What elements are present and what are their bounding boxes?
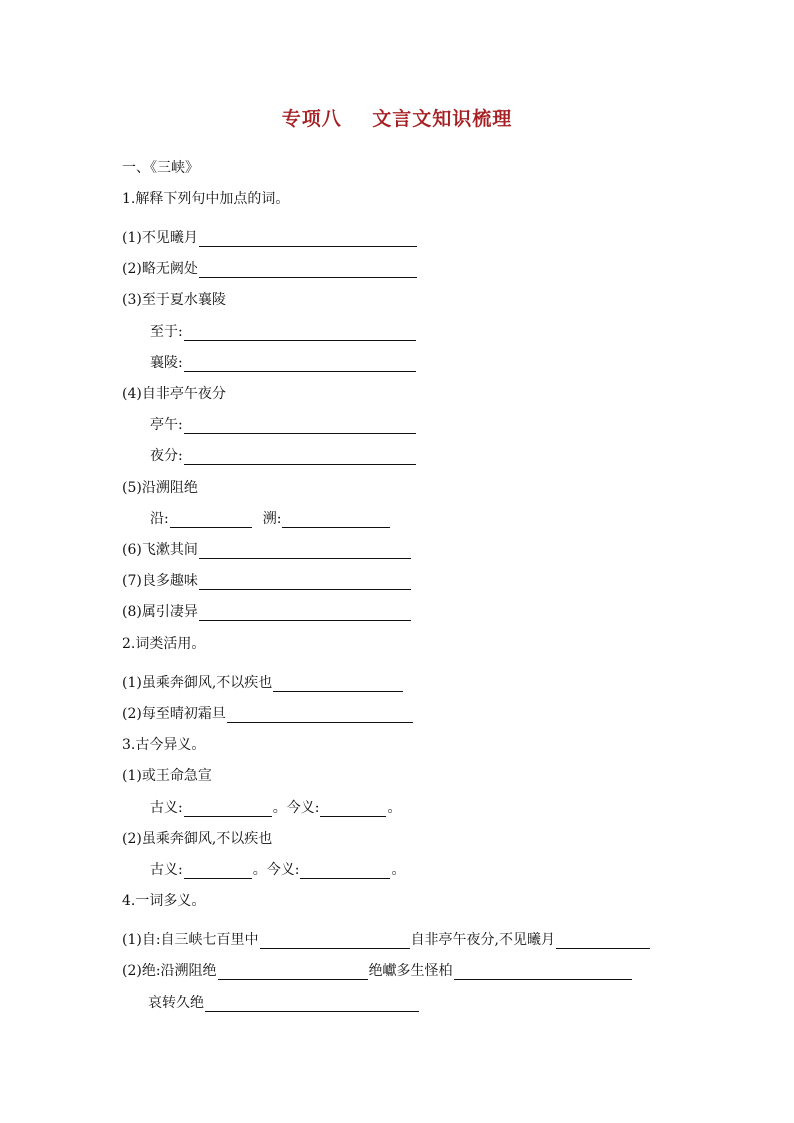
q3-item-1-label: (1)或王命急宣 [122,768,212,784]
q3-item-1-answers [150,799,401,817]
q1-item-4 [122,385,226,403]
q1-item-8 [122,603,412,621]
answer-blank[interactable] [227,707,413,723]
section-heading-text: 一、《三峡》 [122,160,199,176]
answer-blank[interactable] [184,863,252,879]
modern-meaning-label: 。今义: [252,862,300,878]
section-heading [122,159,199,177]
q1-item-3 [122,291,226,309]
q1-item-4a [150,416,417,434]
answer-blank[interactable] [184,449,416,465]
page-title: 专项八 文言文知识梳理 [281,108,513,130]
answer-blank[interactable] [454,964,632,980]
q1-item-2 [122,260,418,278]
q1-item-7 [122,572,412,590]
question-1-heading [122,190,289,208]
q1-item-5a-label: 沿: [150,511,169,527]
answer-blank[interactable] [184,356,416,372]
q1-item-4b [150,447,417,465]
question-2-heading-text: 2.词类活用。 [122,636,206,652]
q1-item-3-label: (3)至于夏水襄陵 [122,292,226,308]
q1-item-4-label: (4)自非亭午夜分 [122,386,226,402]
q4-item-2 [122,962,633,980]
q3-item-2 [122,830,272,848]
q1-item-4b-label: 夜分: [150,448,183,464]
q4-item-1 [122,931,651,949]
answer-blank[interactable] [184,325,416,341]
question-1-heading-text: 1.解释下列句中加点的词。 [122,191,290,207]
q2-item-1 [122,674,404,692]
q1-item-3b-label: 襄陵: [150,355,183,371]
ancient-meaning-label: 古义: [150,800,183,816]
q1-item-5 [122,479,198,497]
modern-meaning-label: 。今义: [272,800,320,816]
answer-blank[interactable] [199,574,411,590]
answer-blank[interactable] [199,543,411,559]
ancient-meaning-label: 古义: [150,862,183,878]
q1-item-5a [150,510,391,528]
q4-item-2b-label: 绝巘多生怪柏 [368,963,453,979]
q3-item-2-label: (2)虽乘奔御风,不以疾也 [122,831,273,847]
answer-blank[interactable] [205,996,419,1012]
answer-blank[interactable] [556,933,650,949]
answer-blank[interactable] [218,964,368,980]
q1-item-7-label: (7)良多趣味 [122,573,198,589]
period-mark: 。 [387,800,402,816]
q1-item-1-label: (1)不见曦月 [122,230,198,246]
q2-item-2 [122,705,414,723]
q4-item-2-label: (2)绝:沿溯阻绝 [122,963,217,979]
q1-item-6 [122,541,412,559]
q2-item-2-label: (2)每至晴初霜旦 [122,706,226,722]
q4-item-1b-label: 自非亭午夜分,不见曦月 [410,932,556,948]
question-3-heading [122,736,205,754]
answer-blank[interactable] [184,801,272,817]
answer-blank[interactable] [282,512,390,528]
question-4-heading-text: 4.一词多义。 [122,893,206,909]
q4-item-1-label: (1)自:自三峡七百里中 [122,932,259,948]
q4-item-2c-label: 哀转久绝 [148,995,204,1011]
q1-item-4a-label: 亭午: [150,417,183,433]
q1-item-5b-label: 溯: [262,511,282,527]
q1-item-6-label: (6)飞漱其间 [122,542,198,558]
answer-blank[interactable] [199,231,417,247]
question-3-heading-text: 3.古今异义。 [122,737,206,753]
q1-item-5-label: (5)沿溯阻绝 [122,480,198,496]
question-4-heading [122,892,205,910]
q1-item-8-label: (8)属引凄异 [122,604,198,620]
answer-blank[interactable] [273,676,403,692]
q3-item-1 [122,767,212,785]
answer-blank[interactable] [170,512,252,528]
answer-blank[interactable] [300,863,390,879]
q1-item-3a-label: 至于: [150,324,183,340]
q1-item-3b [150,354,417,372]
q2-item-1-label: (1)虽乘奔御风,不以疾也 [122,675,273,691]
answer-blank[interactable] [199,262,417,278]
answer-blank[interactable] [320,801,386,817]
answer-blank[interactable] [199,605,411,621]
q1-item-2-label: (2)略无阙处 [122,261,198,277]
answer-blank[interactable] [260,933,410,949]
question-2-heading [122,635,205,653]
q3-item-2-answers [150,861,405,879]
q1-item-1 [122,229,418,247]
answer-blank[interactable] [184,418,416,434]
q1-item-3a [150,323,417,341]
period-mark: 。 [391,862,406,878]
q4-item-2c [148,994,420,1012]
